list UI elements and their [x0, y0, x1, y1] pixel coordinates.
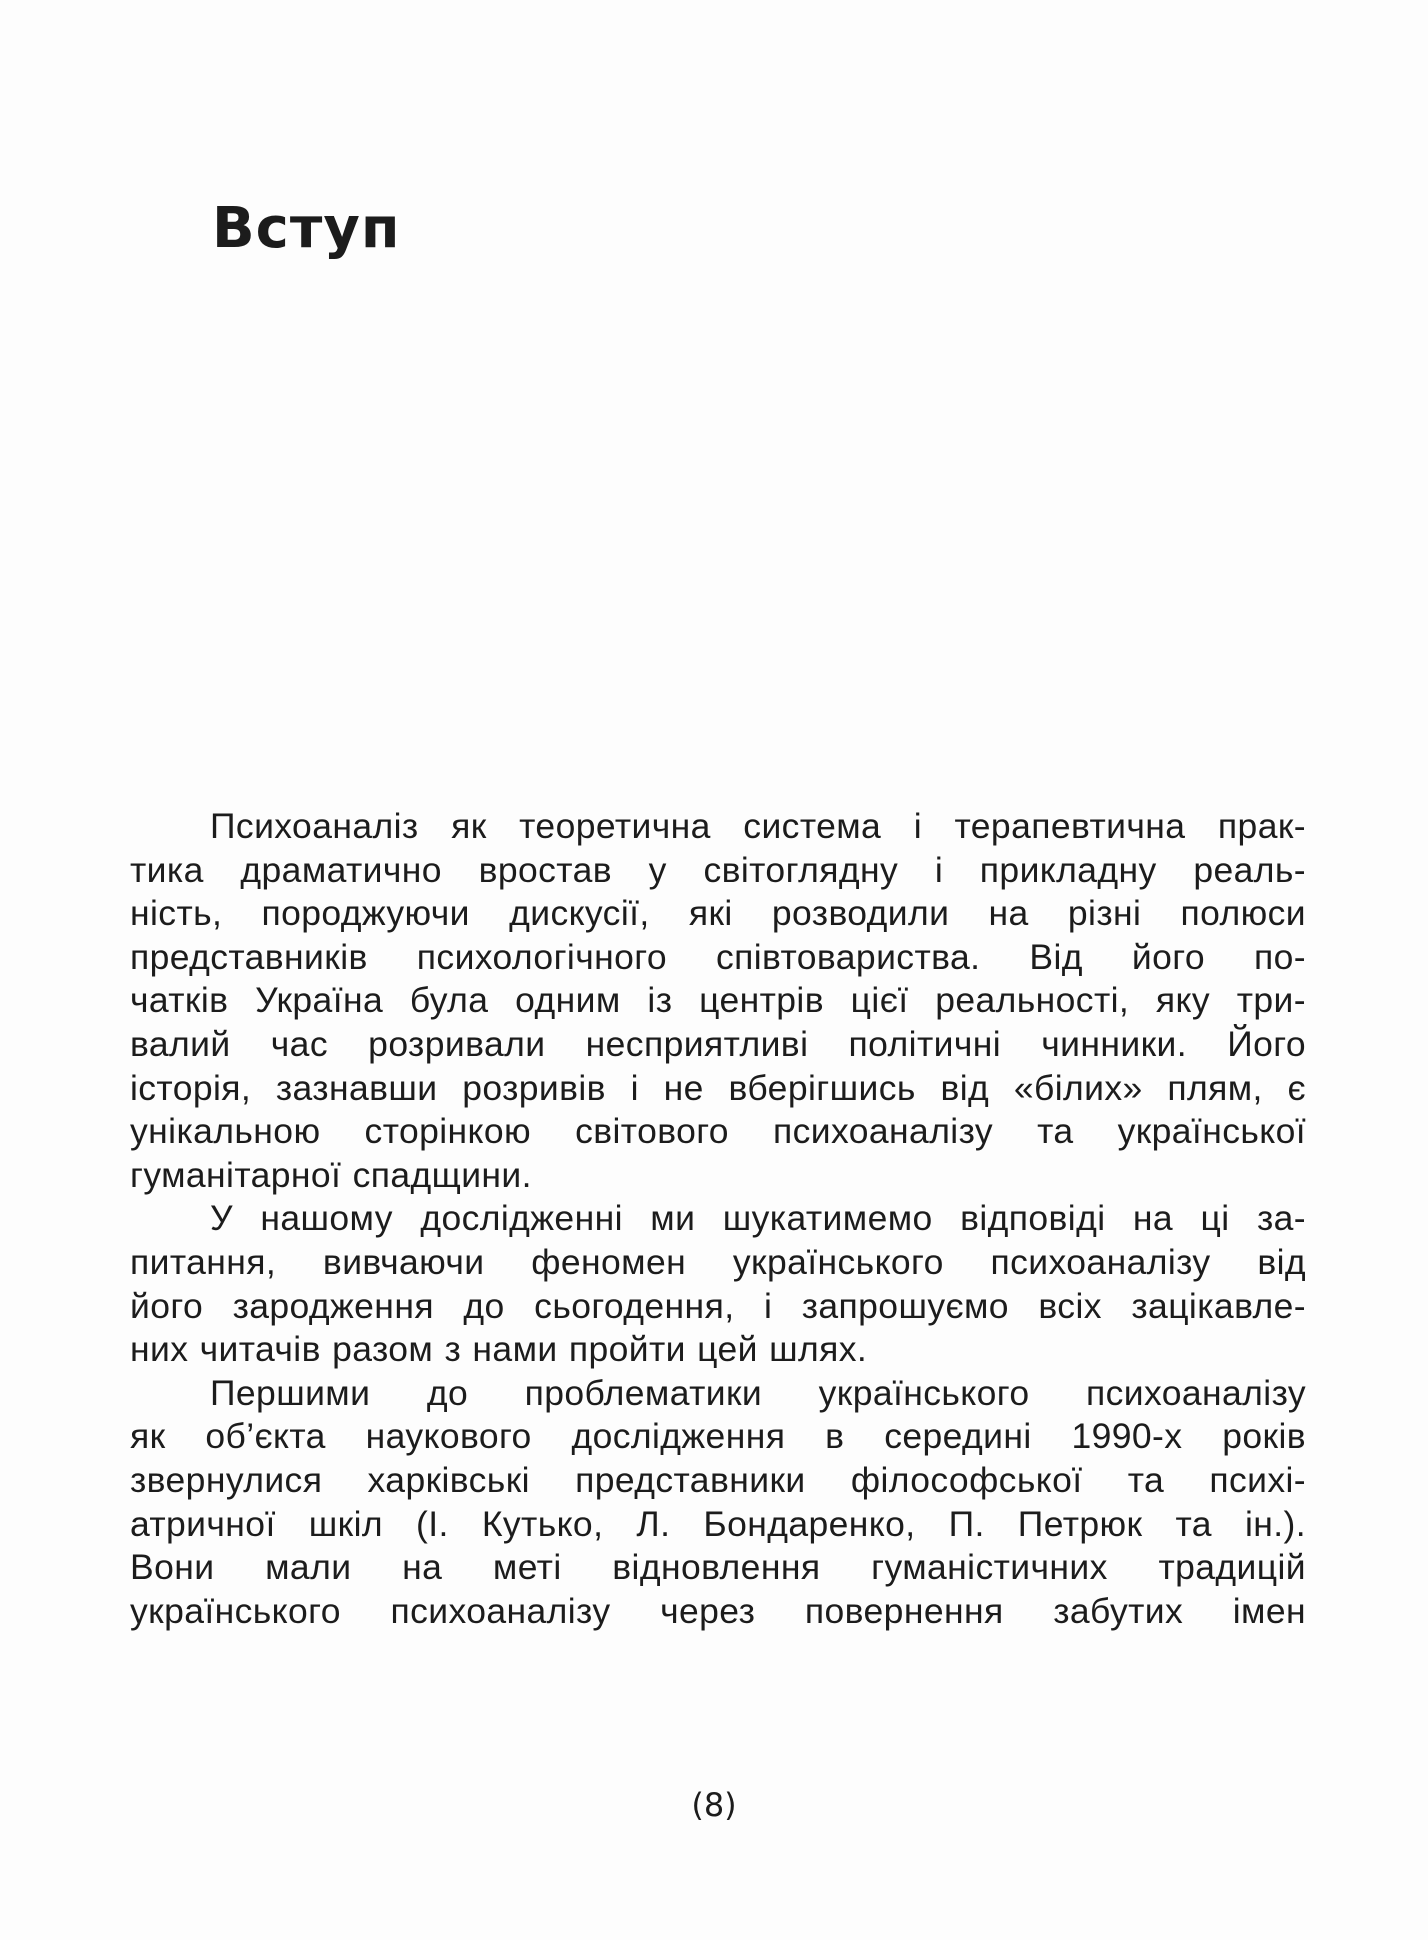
text-line: Першими до проблематики українського психоаналізу — [210, 1372, 1306, 1413]
chapter-title: Вступ — [212, 196, 401, 261]
text-line: гуманітарної спадщини. — [130, 1154, 532, 1195]
text-line: Вони мали на меті відновлення гуманістичних традицій — [130, 1547, 1306, 1588]
text-line: звернулися харківські представники філософської та психі- — [130, 1459, 1306, 1500]
text-line: атричної шкіл (І. Кутько, Л. Бондаренко, П. Петрюк та ін.). — [130, 1503, 1306, 1544]
text-line: чатків Україна була одним із центрів цієї реальності, яку три- — [130, 980, 1306, 1021]
text-line: як об’єкта наукового дослідження в середині 1990-х років — [130, 1416, 1306, 1457]
text-line: них читачів разом з нами пройти цей шлях. — [130, 1329, 868, 1370]
text-line: Психоаналіз як теоретична система і терапевтична прак- — [210, 806, 1306, 846]
text-line: історія, зазнавши розривів і не вберігшись від «білих» плям, є — [130, 1067, 1306, 1108]
text-line: тика драматично вростав у світоглядну і прикладну реаль- — [130, 849, 1306, 890]
page-number: (8) — [691, 1786, 737, 1824]
text-line: представників психологічного співтовариства. Від його по- — [130, 936, 1306, 977]
body-text — [130, 805, 1306, 1633]
text-line: ність, породжуючи дискусії, які розводили на різні полюси — [130, 893, 1306, 934]
text-line: унікальною сторінкою світового психоаналізу та української — [130, 1111, 1306, 1152]
text-line: У нашому дослідженні ми шукатимемо відповіді на ці за- — [210, 1198, 1306, 1239]
text-line: його зародження до сьогодення, і запрошуємо всіх зацікавле- — [130, 1285, 1306, 1326]
text-line: питання, вивчаючи феномен українського психоаналізу від — [130, 1241, 1306, 1282]
text-line: валий час розривали несприятливі політичні чинники. Його — [130, 1023, 1306, 1064]
text-line: українського психоаналізу через повернення забутих імен — [130, 1590, 1306, 1631]
